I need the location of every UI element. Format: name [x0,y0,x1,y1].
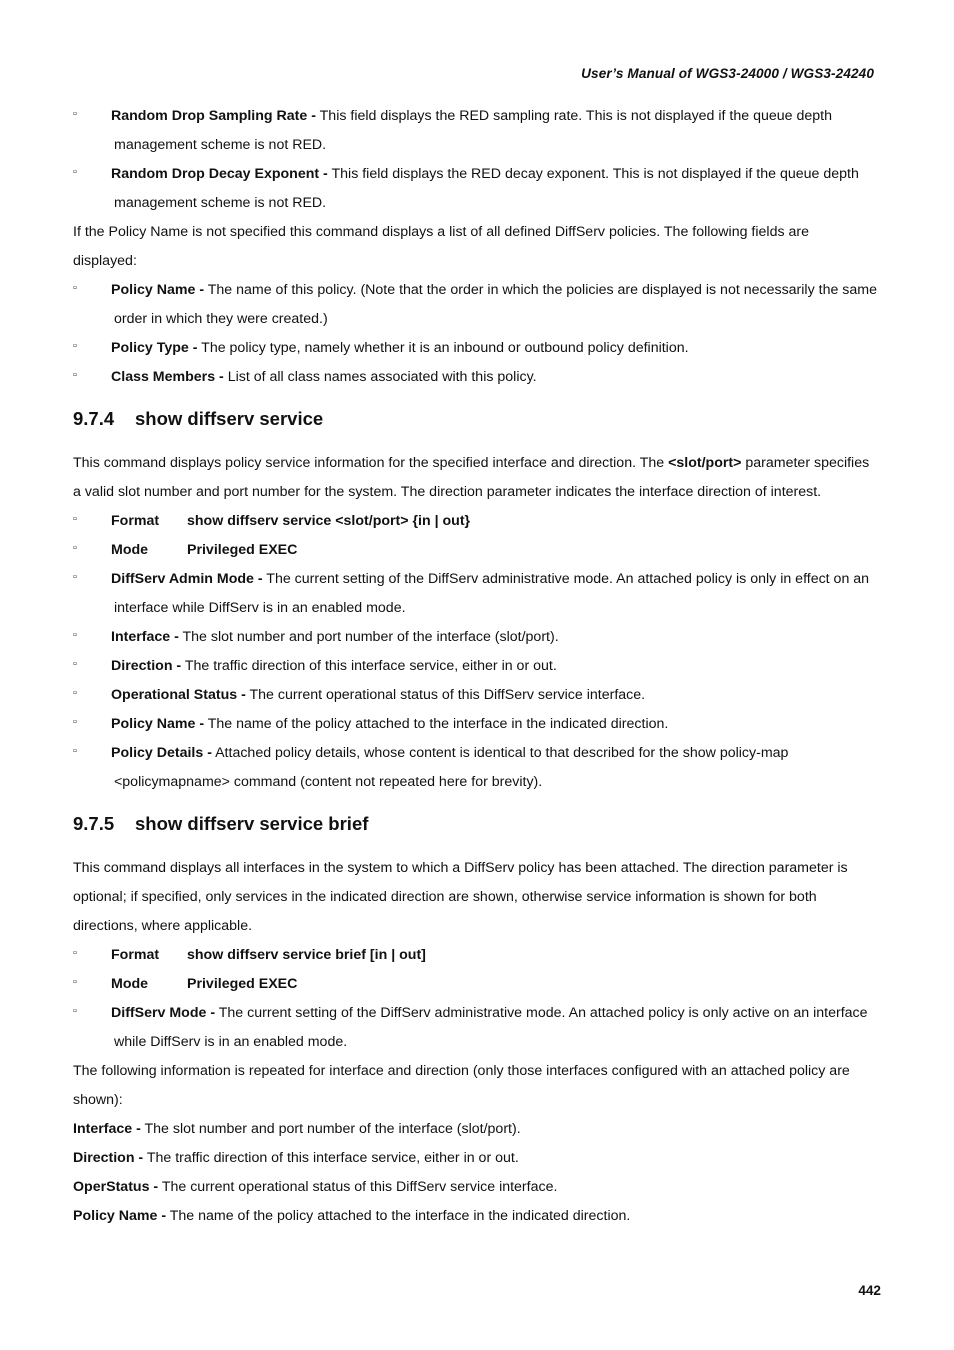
field-desc: List of all class names associated with this policy. [223,369,537,385]
bullet-icon: ▫ [73,542,77,554]
field-term: Policy Type - [111,340,198,356]
bullet-icon: ▫ [73,369,77,381]
list-item [73,999,883,1028]
definition-line [73,1115,883,1144]
list-item [73,565,883,594]
field-desc-continued: <policymapname> command (content not repeated here for brevity). [114,774,543,790]
list-item [73,681,883,710]
format-label: Format [111,513,160,529]
list-item [73,102,883,131]
format-value: show diffserv service brief [in | out] [187,947,426,963]
paragraph-line: This command displays all interfaces in the system to which a DiffServ policy has been attached. The direction parameter is [73,860,848,876]
bullet-icon: ▫ [73,108,77,120]
bullet-icon: ▫ [73,687,77,699]
section-title: show diffserv service brief [135,813,369,834]
field-term: Random Drop Sampling Rate - [111,108,316,124]
list-item [73,652,883,681]
field-desc: The name of the policy attached to the interface in the indicated direction. [204,716,669,732]
field-desc: The name of this policy. (Note that the order in which the policies are displayed is not necessarily the same [204,282,877,298]
field-desc: The traffic direction of this interface service, either in or out. [143,1150,519,1166]
bullet-icon: ▫ [73,947,77,959]
field-desc: The traffic direction of this interface service, either in or out. [181,658,557,674]
paragraph-line: a valid slot number and port number for the system. The direction parameter indicates the interface direction of interest. [73,484,822,500]
field-desc-continued: interface while DiffServ is in an enabled mode. [114,600,406,616]
paragraph-line: directions, where applicable. [73,918,253,934]
field-desc: The slot number and port number of the interface (slot/port). [178,629,559,645]
paragraph-line: If the Policy Name is not specified this command displays a list of all defined DiffServ policies. The following fields are [73,224,809,240]
field-desc: This field displays the RED decay exponent. This is not displayed if the queue depth [327,166,859,182]
mode-value: Privileged EXEC [187,542,298,558]
bullet-icon: ▫ [73,976,77,988]
mode-row [73,536,883,565]
field-desc: The slot number and port number of the interface (slot/port). [140,1121,521,1137]
list-item [73,623,883,652]
mode-row [73,970,883,999]
field-desc-continued: while DiffServ is in an enabled mode. [114,1034,348,1050]
mode-label: Mode [111,542,149,558]
field-desc: The current setting of the DiffServ administrative mode. An attached policy is only in effect on an [262,571,870,587]
bullet-icon: ▫ [73,745,77,757]
field-term: Policy Name - [111,716,205,732]
field-term: Class Members - [111,369,224,385]
page-number: 442 [858,1283,881,1298]
format-value: show diffserv service <slot/port> {in | out} [187,513,471,529]
section-title: show diffserv service [135,408,324,429]
bullet-icon: ▫ [73,166,77,178]
paragraph-line: optional; if specified, only services in the indicated direction are shown, otherwise service information is shown for both [73,889,817,905]
list-item [73,276,883,305]
field-term: Random Drop Decay Exponent - [111,166,328,182]
format-row [73,507,883,536]
field-desc: The name of the policy attached to the interface in the indicated direction. [166,1208,631,1224]
paragraph-line: displayed: [73,253,137,269]
format-row [73,941,883,970]
field-desc: Attached policy details, whose content is identical to that described for the show policy-map [211,745,789,761]
field-term: Policy Name - [111,282,205,298]
field-term: DiffServ Mode - [111,1005,216,1021]
mode-label: Mode [111,976,149,992]
definition-line [73,1144,883,1173]
bullet-icon: ▫ [73,629,77,641]
field-desc: The current setting of the DiffServ administrative mode. An attached policy is only active on an interface [215,1005,868,1021]
field-desc: The policy type, namely whether it is an inbound or outbound policy definition. [197,340,689,356]
section-number: 9.7.5 [73,813,115,834]
bullet-icon: ▫ [73,716,77,728]
field-term: Direction - [111,658,182,674]
field-desc: The current operational status of this DiffServ service interface. [158,1179,558,1195]
bullet-icon: ▫ [73,658,77,670]
definition-line [73,1173,883,1202]
paragraph-line: shown): [73,1092,123,1108]
field-term: Policy Name - [73,1208,167,1224]
field-desc-continued: management scheme is not RED. [114,137,327,153]
list-item [73,334,883,363]
bullet-icon: ▫ [73,571,77,583]
page-content [73,102,883,1231]
field-term: OperStatus - [73,1179,159,1195]
field-desc-continued: order in which they were created.) [114,311,328,327]
field-term: Direction - [73,1150,144,1166]
field-term: Policy Details - [111,745,212,761]
list-item [73,160,883,189]
list-item [73,739,883,768]
field-term: Operational Status - [111,687,246,703]
bullet-icon: ▫ [73,513,77,525]
mode-value: Privileged EXEC [187,976,298,992]
bullet-icon: ▫ [73,340,77,352]
paragraph-line: The following information is repeated for interface and direction (only those interfaces configured with an attached policy are [73,1063,850,1079]
field-term: Interface - [73,1121,141,1137]
field-desc: This field displays the RED sampling rate. This is not displayed if the queue depth [315,108,832,124]
bullet-icon: ▫ [73,282,77,294]
definition-line [73,1202,883,1231]
field-desc-continued: management scheme is not RED. [114,195,327,211]
list-item [73,710,883,739]
section-heading [73,405,883,433]
section-number: 9.7.4 [73,408,115,429]
list-item [73,363,883,392]
field-term: DiffServ Admin Mode - [111,571,263,587]
field-term: Interface - [111,629,179,645]
field-desc: The current operational status of this DiffServ service interface. [245,687,646,703]
bullet-icon: ▫ [73,1005,77,1017]
paragraph-line: This command displays policy service information for the specified interface and direction. The <slot/port> parameter specifies [73,455,870,471]
section-heading [73,810,883,838]
running-header: User’s Manual of WGS3-24000 / WGS3-24240 [581,66,874,81]
format-label: Format [111,947,160,963]
